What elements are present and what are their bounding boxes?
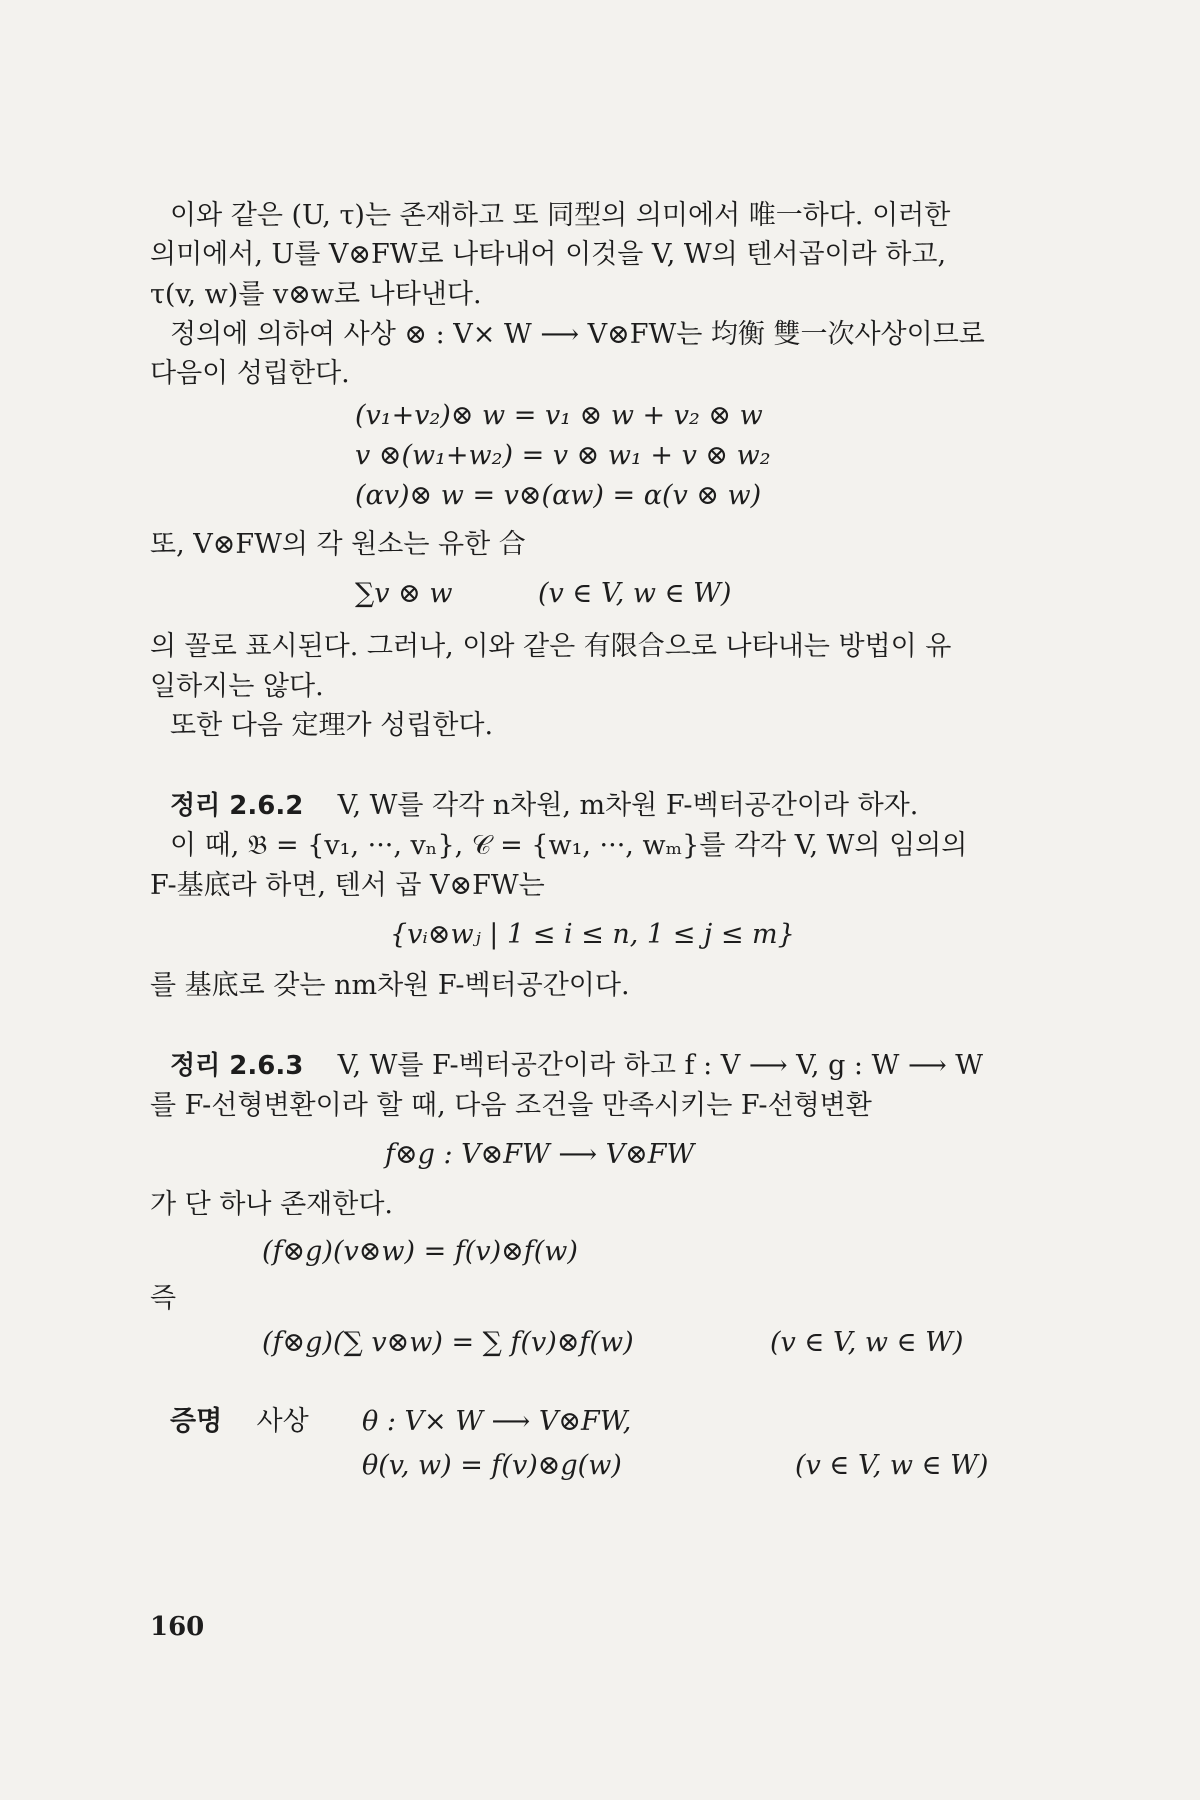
paragraph5-line1: 또한 다음 定理가 성립한다. [170,710,494,741]
paragraph1-line3: τ(v, w)를 v⊗w로 나타낸다. [150,279,482,310]
theorem-2-6-2-line2: 이 때, 𝔅 = {v₁, ···, vₙ}, 𝒞 = {w₁, ···, wₘ}를 각각 V, W의 임의의 [170,830,968,861]
theorem-2-6-3-condition2-domain: (v ∈ V, w ∈ W) [770,1327,964,1358]
equation-1: (v₁+v₂)⊗ w = v₁ ⊗ w + v₂ ⊗ w [355,400,763,431]
proof-line2-domain: (v ∈ V, w ∈ W) [795,1450,989,1481]
theorem-2-6-2-line4: 를 基底로 갖는 nm차원 F-벡터공간이다. [150,970,630,1001]
theorem-2-6-2-basis: {vᵢ⊗wⱼ | 1 ≤ i ≤ n, 1 ≤ j ≤ m} [390,919,795,950]
theorem-2-6-2-line1 [170,786,1050,826]
sum-equation-condition: (v ∈ V, w ∈ W) [538,578,732,609]
proof-line1: θ : V× W ⟶ V⊗FW, [362,1406,632,1437]
proof-label: 증명 [170,1406,223,1437]
theorem-2-6-2-statement: V, W를 각각 n차원, m차원 F-벡터공간이라 하자. [337,790,919,821]
theorem-2-6-3-condition2: (f⊗g)(∑ v⊗w) = ∑ f(v)⊗f(w) [262,1327,634,1358]
paragraph4-line1: 의 꼴로 표시된다. 그러나, 이와 같은 有限合으로 나타내는 방법이 유 [150,631,952,662]
theorem-2-6-3-condition1: (f⊗g)(v⊗w) = f(v)⊗f(w) [262,1236,578,1267]
sum-equation: ∑v ⊗ w [355,578,453,609]
theorem-2-6-3-map: f⊗g : V⊗FW ⟶ V⊗FW [385,1139,695,1170]
equation-3: (αv)⊗ w = v⊗(αw) = α(v ⊗ w) [355,480,762,511]
paragraph4-line2: 일하지는 않다. [150,671,324,702]
theorem-2-6-3-line1 [170,1046,1050,1086]
proof-word: 사상 [256,1406,309,1437]
paragraph1-line2: 의미에서, U를 V⊗FW로 나타내어 이것을 V, W의 텐서곱이라 하고, [150,239,947,270]
paragraph2-line1: 정의에 의하여 사상 ⊗ : V× W ⟶ V⊗FW는 均衡 雙一次사상이므로 [170,319,985,350]
theorem-2-6-3-line3: 가 단 하나 존재한다. [150,1189,393,1220]
theorem-2-6-3-statement: V, W를 F-벡터공간이라 하고 f : V ⟶ V, g : W ⟶ W [337,1050,983,1081]
theorem-2-6-2-label: 정리 2.6.2 [170,791,304,821]
paragraph1-line1: 이와 같은 (U, τ)는 존재하고 또 同型의 의미에서 唯一하다. 이러한 [170,200,951,231]
equation-2: v ⊗(w₁+w₂) = v ⊗ w₁ + v ⊗ w₂ [355,440,771,471]
theorem-2-6-3-jeuk: 즉 [150,1283,177,1314]
theorem-2-6-3-line2: 를 F-선형변환이라 할 때, 다음 조건을 만족시키는 F-선형변환 [150,1090,872,1121]
page-number: 160 [150,1612,205,1642]
paragraph3-line1: 또, V⊗FW의 각 원소는 유한 合 [150,529,526,560]
proof-line2: θ(v, w) = f(v)⊗g(w) [362,1450,622,1481]
paragraph2-line2: 다음이 성립한다. [150,358,350,389]
theorem-2-6-3-label: 정리 2.6.3 [170,1051,304,1081]
theorem-2-6-2-line3: F-基底라 하면, 텐서 곱 V⊗FW는 [150,870,545,901]
